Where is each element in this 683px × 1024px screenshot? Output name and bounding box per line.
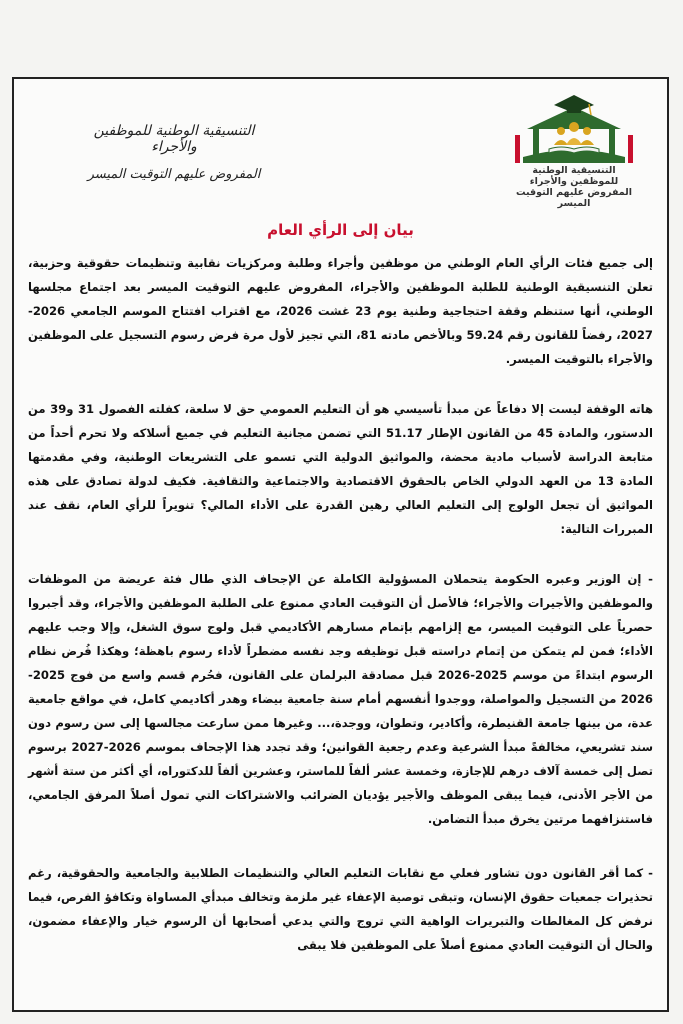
logo-caption-line-1: التنسيقية الوطنية للموظفين والأجراء [529, 165, 619, 187]
document-page [12, 77, 669, 1012]
paragraph-intro: إلى جميع فئات الرأي العام الوطني من موظفين وأجراء وطلبة ومركزيات نقابية وتنظيمات حقوقية وحزبية، تعلن التنسيقية الوطنية للطلبة الموظفين والأجراء، المفروض عليهم التوقيت الميسر بعد اجتماع مجلسها الوطني، أنها ستنظم وقفة احتجاجية وطنية يوم 23 غشت 2026، مع اقتراب افتتاح الموسم الجامعي 2026-2027، رفضاً للقانون رقم 59.24 وبالأخص مادته 81، التي تجيز لأول مرة فرض رسوم التسجيل على الموظفين والأجراء بالتوقيت الميسر. [28, 256, 653, 366]
paragraph-responsibility: - إن الوزير وعبره الحكومة يتحملان المسؤولية الكاملة عن الإجحاف الذي طال فئة عريضة من الموظفات والموظفين والأجيرات والأجراء؛ فالأصل أن التوقيت العادي ممنوع على الطلبة الموظفين والأجراء، وقد أجبروا حصرياً على التوقيت الميسر، مع إلزامهم بإتمام مسارهم الأكاديمي قبل ولوج سوق الشغل، وإلا وجب عليهم الأداء؛ فمن لم يتمكن من إتمام دراسته قبل توظيفه وجد نفسه مضطراً لأداء رسوم باهظة؛ وهكذا فُرض نظام الرسوم ابتداءً من موسم 2025-2026 قبل مصادقة البرلمان على القانون، فحُرم قسم واسع من فوج 2025-2026 من التسجيل والمواصلة، ووجدوا أنفسهم أمام سنة جامعية بيضاء وهدر أكاديمي كامل، في مواقع جامعية عدة، من بينها جامعة القنيطرة، وأكادير، وتطوان، ووجدة،... وغيرها ممن سارعت مجالسها إلى سن رسوم دون سند تشريعي، مخالفةً مبدأ الشرعية وعدم رجعية القوانين؛ وقد تجدد هذا الإجحاف بموسم 2026-2027 برسوم تصل إلى خمسة آلاف درهم للإجازة، وخمسة عشر ألفاً للماستر، وعشرين ألفاً للدكتوراه، أي أكثر من ستة أشهر من الأجر الأدنى، فيما يبقى الموظف والأجير يؤديان الضرائب والاشتراكات التي تمول أصلاً المرفق الجامعي، فاستنزافهما مرتين يخرق مبدأ التضامن. [28, 572, 654, 826]
organization-logo [509, 91, 639, 209]
paragraph-principle: هاته الوقفة ليست إلا دفاعاً عن مبدأ تأسيسي هو أن التعليم العمومي حق لا سلعة، كفلته الفصول 31 و39 من الدستور، والمادة 45 من القانون الإطار 51.17 التي تضمن مجانية التعليم في جميع أسلاكه ولا تحرم أحداً من متابعة الدراسة لأسباب مادية محضة، والمواثيق الدولية التي تسمو على التشريعات الوطنية، وفي مقدمتها المادة 13 من العهد الدولي الخاص بالحقوق الاقتصادية والاجتماعية والثقافية. فكيف لدولة تصادق على هذه المواثيق أن تجعل الولوج إلى التعليم العالي رهين القدرة على الأداء المالي؟ تنويراً للرأي العام، نقف عند المبررات التالية: [28, 402, 653, 536]
letterhead-line-2: المفروض عليهم التوقيت الميسر [87, 167, 261, 182]
statement-title: بيان إلى الرأي العام [267, 221, 414, 239]
letterhead-line-1: التنسيقية الوطنية للموظفين والأجراء [93, 123, 255, 155]
statement-body [28, 251, 653, 983]
logo-caption [509, 165, 639, 209]
letterhead [14, 79, 667, 209]
paragraph-law: - كما أقر القانون دون تشاور فعلي مع نقابات التعليم العالي والتنظيمات الطلابية والجامعية والحقوقية، رغم تحذيرات جمعيات حقوق الإنسان، وتبقى توصية الإعفاء غير ملزمة وتخالف مبدأي المساواة وتكافؤ الفرص، فيما نرفض كل المغالطات والتبريرات الواهية التي تروج والتي يدعي أصحابها أن الرسوم خيار والإعفاء مضمون، والحال أن التوقيت العادي ممنوع أصلاً على الموظفين فلا يبقى [28, 866, 653, 952]
handwritten-letterhead [74, 123, 274, 182]
logo-emblem-icon [509, 91, 639, 165]
logo-caption-line-2: المفروض عليهم التوقيت الميسر [515, 187, 633, 209]
